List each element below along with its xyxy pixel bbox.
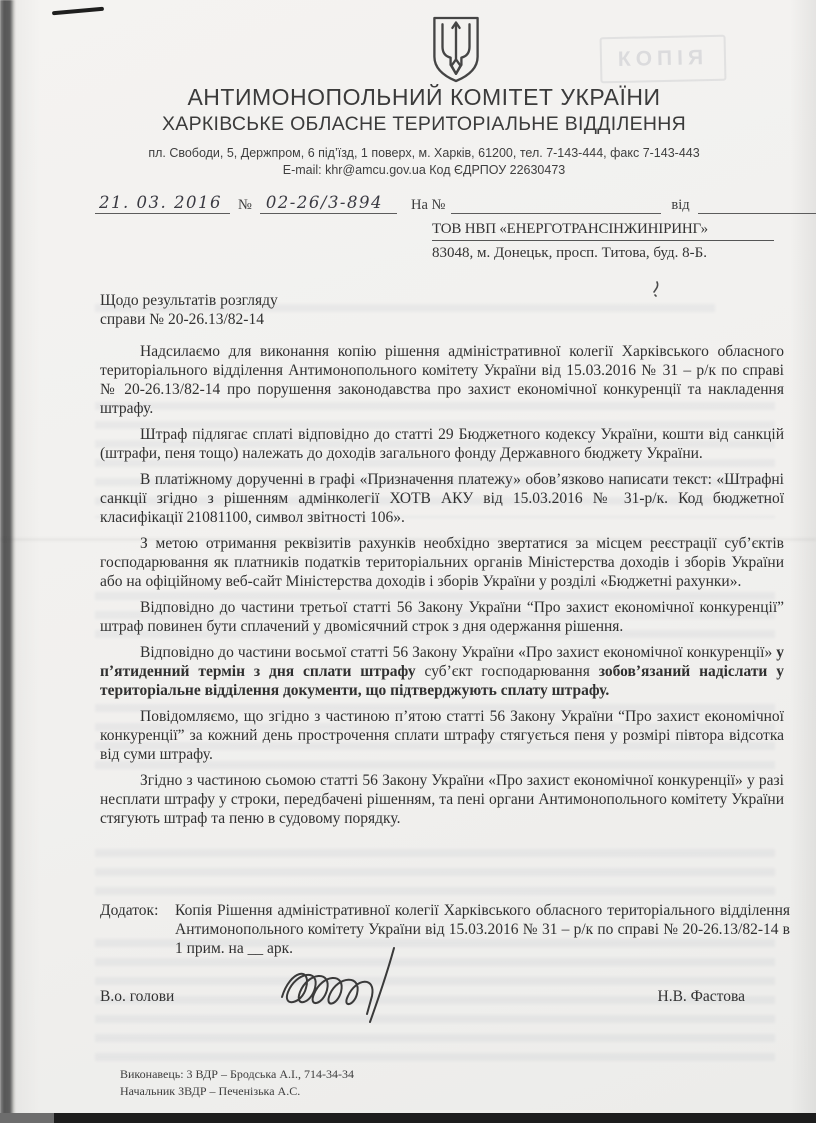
scan-edge-strip: [0, 0, 16, 1123]
executor-line: Виконавець: 3 ВДР – Бродська А.І., 714-34-34: [120, 1067, 355, 1081]
recipient-address: 83048, м. Донецьк, просп. Титова, буд. 8-Б.: [432, 245, 707, 261]
recipient-name: ТОВ НВП «ЕНЕРГОТРАНСІНЖИНІРИНГ»: [432, 221, 774, 241]
branch-name: ХАРКІВСЬКЕ ОБЛАСНЕ ТЕРИТОРІАЛЬНЕ ВІДДІЛЕННЯ: [161, 113, 687, 135]
org-email-edrpou: E-mail: khr@amcu.gov.ua Код ЄДРПОУ 22630473: [282, 163, 566, 177]
subject-block: [100, 291, 784, 329]
paragraph-5: Відповідно до частини третьої статті 56 Закону України “Про захист економічної конкуренції” штраф повинен бути сплачений у двомісячний строк з дня одержання рішення.: [100, 599, 784, 635]
paragraph-4: З метою отримання реквізитів рахунків необхідно звертатися за місцем реєстрації суб’єктів господарювання як платників податків територіальних органів Міністерства доходів і зборів України або на офіційному веб-сайт Міністерства доходів і зборів України у розділі «Бюджетні рахунки».: [100, 535, 784, 590]
outgoing-number-handwritten: 02-26/3-894: [260, 193, 397, 214]
number-label: №: [237, 197, 252, 213]
from-date-blank: [698, 197, 816, 214]
outgoing-date-handwritten: 21. 03. 2016: [95, 193, 230, 214]
copy-stamp-ghost: КОПІЯ: [600, 35, 727, 84]
paragraph-2: Штраф підлягає сплаті відповідно до статті 29 Бюджетного кодексу України, кошти від санкцій (штрафи, пеня тощо) належать до доходів загального фонду Державного бюджету України.: [100, 426, 784, 462]
paragraph-7: Повідомляємо, що згідно з частиною п’ятою статті 56 Закону України “Про захист економічної конкуренції” за кожний день прострочення сплати штрафу стягується пеня у розмірі півтора відсотка від суми штрафу.: [100, 708, 784, 763]
org-address: пл. Свободи, 5, Держпром, 6 під’їзд, 1 поверх, м. Харків, 61200, тел. 7-143-444, факс 7-143-443: [148, 146, 700, 160]
reference-row: [95, 193, 816, 214]
recipient-block: [432, 221, 774, 262]
signature-scribble: [272, 942, 462, 1037]
paragraph-6-normal: суб’єкт господарювання: [415, 663, 599, 680]
signer-position: В.о. голови: [100, 988, 175, 1005]
scan-bottom-edge-left: [0, 1113, 54, 1123]
paragraph-3: В платіжному дорученні в графі «Призначення платежу» обов’язково написати текст: «Штрафні санкції згідно з рішенням адмінколегії ХОТВ АКУ від 15.03.2016 № 31-р/к. Код бюджетної класифікації 21081100, символ звітності 106».: [100, 471, 784, 526]
department-head-line: Начальник ЗВДР – Печенізька А.С.: [120, 1084, 301, 1098]
ukraine-trident-emblem: [429, 13, 483, 95]
org-name: АНТИМОНОПОЛЬНИЙ КОМІТЕТ УКРАЇНИ: [187, 84, 661, 110]
paragraph-8: Згідно з частиною сьомою статті 56 Закону України «Про захист економічної конкуренції» у разі несплати штрафу у строки, передбачені рішенням, та пені органи Антимонопольного комітету України стягують штраф та пеню в судовому порядку.: [100, 772, 784, 827]
from-label: від: [671, 197, 690, 213]
attachment-text: Копія Рішення адміністративної колегії Харківського обласного територіального відділення Антимонопольного комітету України від 15.03.2016 № 31 – р/к по справі № 20-26.13/82-14 в 1 прим. на __ арк.: [175, 902, 790, 957]
paragraph-6-normal: Відповідно до частини восьмої статті 56 Закону України «Про захист економічної конкуренції»: [140, 644, 777, 661]
bleed-through-artifact: [95, 845, 775, 905]
incoming-number-label: На №: [411, 197, 446, 213]
signer-name: Н.В. Фастова: [657, 988, 745, 1005]
paragraph-1: Надсилаємо для виконання копію рішення адміністративної колегії Харківського обласного територіального відділення Антимонопольного комітету України від 15.03.2016 № 31 – р/к по справі № 20-26.13/82-14 про порушення законодавства про захист економічної конкуренції та накладення штрафу.: [100, 343, 784, 417]
footer-block: [120, 1066, 354, 1100]
subject-line-2: справи № 20-26.13/82-14: [100, 311, 264, 328]
paragraph-6-bold: зобов’язаний надіслати у територіальне відділення документи, що підтверджують сплату штрафу.: [100, 663, 784, 699]
paragraph-6: [100, 643, 784, 700]
subject-line-1: Щодо результатів розгляду: [100, 292, 278, 309]
scan-bottom-edge: [54, 1113, 816, 1123]
paragraph-6-bold: у п’ятиденний термін з дня сплати штрафу: [100, 644, 784, 680]
scan-mark-dash: [52, 7, 104, 16]
letter-body: [100, 291, 784, 835]
attachment-label: Додаток:: [100, 902, 159, 919]
incoming-number-blank: [451, 197, 661, 214]
